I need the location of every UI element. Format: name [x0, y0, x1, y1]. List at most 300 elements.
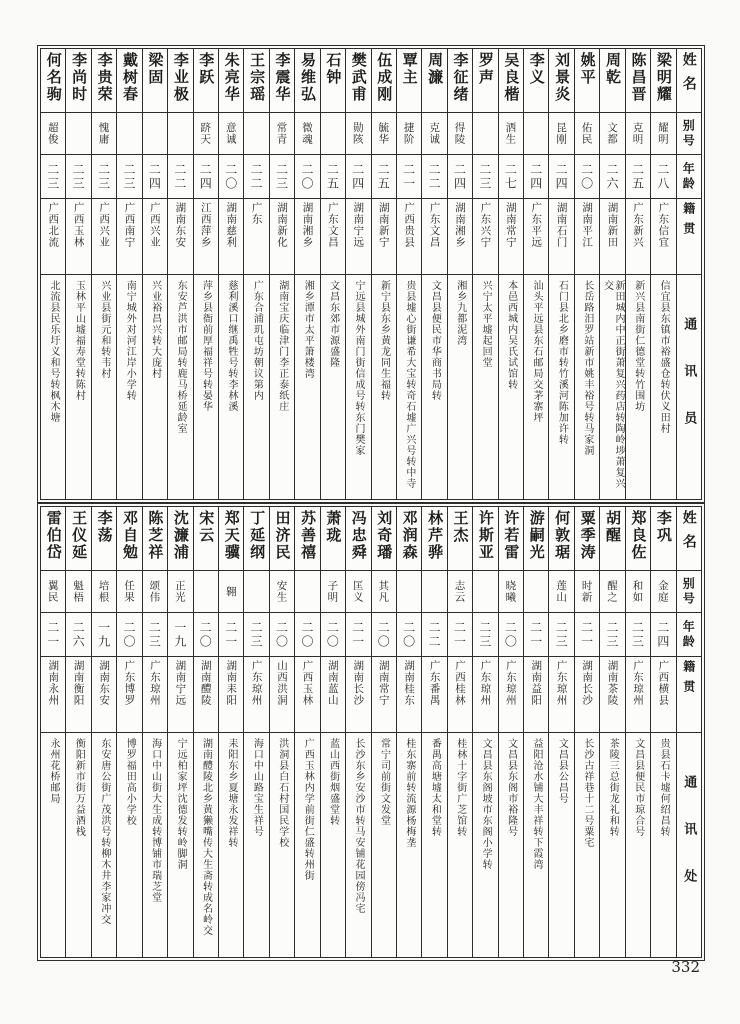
- entry-alias: [422, 113, 446, 155]
- entry-address: [295, 733, 319, 957]
- entry-alias-text: 莲山: [555, 580, 568, 603]
- entry-age-text: 二〇: [223, 162, 238, 191]
- entry-column: [321, 507, 346, 957]
- entry-address: [651, 733, 675, 957]
- entry-age: [600, 155, 624, 199]
- entry-column: [626, 49, 651, 499]
- entry-alias: [295, 571, 319, 613]
- entry-alias-text: 得陵: [453, 122, 466, 145]
- entry-age: [219, 155, 243, 199]
- entry-column: [295, 507, 320, 957]
- entry-age-text: 二一: [350, 620, 365, 649]
- entry-native-text: 湖南东安: [174, 202, 187, 248]
- entry-address-text: 长沙东乡安沙市转马安铺花园傍冯宅: [353, 738, 365, 914]
- entry-alias: [524, 571, 548, 613]
- entry-column: [117, 507, 142, 957]
- entry-age-text: 一九: [172, 620, 187, 649]
- entry-name: [626, 507, 650, 571]
- entry-alias-text: 志云: [453, 580, 466, 603]
- entry-column: [549, 49, 574, 499]
- entry-age: [549, 613, 573, 657]
- entry-alias: [626, 571, 650, 613]
- entry-native: [219, 657, 243, 733]
- entry-age: [270, 155, 294, 199]
- entry-native-text: 湖南桂东: [403, 660, 416, 706]
- entry-name: [473, 507, 497, 571]
- entry-alias-text: 金庭: [656, 580, 669, 603]
- entry-address: [575, 275, 599, 499]
- entry-address: [549, 275, 573, 499]
- entry-alias-text: 颂伟: [148, 580, 161, 603]
- entry-address-text: 湖南醴陵北乡黄獭嘴传大生斋转成名岭交: [200, 738, 212, 936]
- entry-address: [448, 733, 472, 957]
- entry-address: [66, 733, 90, 957]
- entry-name: [372, 507, 396, 571]
- entry-native-text: 湖南湘乡: [301, 202, 314, 248]
- entry-native-text: 广东琼州: [555, 660, 568, 706]
- entry-name-text: 石钟: [324, 52, 343, 86]
- entry-alias: [422, 571, 446, 613]
- entry-age-text: 二四: [147, 162, 162, 191]
- entry-column: [422, 49, 447, 499]
- entry-name-text: 朱亮华: [222, 52, 241, 103]
- entry-alias-text: 培根: [97, 580, 110, 603]
- entry-age-text: 二二: [427, 620, 442, 649]
- entry-address: [448, 275, 472, 499]
- entry-name: [524, 49, 548, 113]
- entry-column: [499, 49, 524, 499]
- entry-age-text: 二〇: [299, 620, 314, 649]
- entry-address: [372, 275, 396, 499]
- column-header-name: [677, 507, 701, 571]
- entry-address-text: 本邑西城内吴氏试馆转: [505, 280, 517, 390]
- entry-address-text: 文昌县公昌号: [556, 738, 568, 804]
- column-header-alias: [677, 571, 701, 613]
- entry-alias: [92, 571, 116, 613]
- entry-column: [473, 49, 498, 499]
- entry-address-text: 湘乡九都泥湾: [454, 280, 466, 346]
- entry-address-text: 广西玉林内学前街仁盛转州街: [302, 738, 314, 881]
- entry-age-text: 二二: [427, 162, 442, 191]
- column-header-age: [677, 613, 701, 657]
- entry-name: [549, 507, 573, 571]
- entry-address: [524, 275, 548, 499]
- entry-name: [219, 49, 243, 113]
- entry-address: [92, 733, 116, 957]
- entry-age-text: 二一: [452, 620, 467, 649]
- entry-native: [575, 657, 599, 733]
- entry-name: [499, 49, 523, 113]
- entry-column: [549, 507, 574, 957]
- entry-address-text: 萍乡县衙前厚福祥号转晏华: [200, 280, 212, 412]
- entry-name: [168, 49, 192, 113]
- entry-column: [575, 507, 600, 957]
- entry-name: [41, 49, 65, 113]
- entry-name: [244, 49, 268, 113]
- entry-address-text: 桂东寨前转流源杨梅垄: [403, 738, 415, 848]
- entry-address: [651, 275, 675, 499]
- entry-column: [473, 507, 498, 957]
- entry-native-text: 广东: [250, 202, 263, 225]
- entry-alias: [575, 571, 599, 613]
- entry-native-text: 广东兴宁: [479, 202, 492, 248]
- entry-name-text: 陈昌晋: [629, 52, 648, 103]
- entry-address: [346, 275, 370, 499]
- entry-native: [321, 199, 345, 275]
- entry-alias-text: 其凡: [377, 580, 390, 603]
- entry-alias-text: 安生: [275, 580, 288, 603]
- entry-age-text: 二四: [198, 162, 213, 191]
- entry-age: [244, 155, 268, 199]
- entry-age: [422, 613, 446, 657]
- entry-column: [168, 507, 193, 957]
- entry-age-text: 二三: [122, 162, 136, 191]
- entry-alias: [448, 113, 472, 155]
- entry-alias: [651, 113, 675, 155]
- column-header-native: [677, 199, 701, 275]
- entry-alias: [626, 113, 650, 155]
- entry-age: [448, 155, 472, 199]
- entry-name-text: 刘奇璠: [375, 510, 394, 561]
- entry-name: [651, 507, 675, 571]
- entry-alias-text: 佑民: [580, 122, 593, 145]
- entry-alias: [321, 113, 345, 155]
- entry-address-text: 文昌县东阁市裕隆号: [505, 738, 517, 837]
- entry-alias-text: 任果: [123, 580, 135, 603]
- entry-address: [600, 733, 624, 957]
- entry-column: [524, 49, 549, 499]
- entry-age: [117, 155, 141, 199]
- entry-name: [600, 49, 624, 113]
- entry-native-text: 湖南新宁: [377, 202, 390, 248]
- entry-column: [448, 507, 473, 957]
- entry-alias-text: 毓华: [377, 122, 390, 145]
- entry-age: [549, 155, 573, 199]
- entry-age: [346, 155, 370, 199]
- entry-age: [575, 155, 599, 199]
- entry-address-text: 新田城内中正街萧复兴药店转陶岭埗萧复兴交: [601, 280, 625, 489]
- entry-age-text: 二一: [45, 620, 60, 649]
- entry-address-text: 湖南宝庆临津门李正泰纸庄: [276, 280, 288, 412]
- entry-name-text: 王仪延: [70, 510, 89, 561]
- entry-alias-text: 时新: [580, 580, 593, 603]
- entry-native: [448, 657, 472, 733]
- entry-age-text: 二三: [554, 620, 569, 649]
- header-column: [677, 507, 701, 957]
- entry-name: [448, 507, 472, 571]
- entry-column: [143, 507, 168, 957]
- entry-age: [295, 613, 319, 657]
- entry-name: [626, 49, 650, 113]
- entry-column: [372, 49, 397, 499]
- entry-address: [549, 733, 573, 957]
- entry-address-text: 广东合浦玑屯坊朝议第内: [251, 280, 263, 401]
- entry-native: [346, 657, 370, 733]
- entry-age: [524, 613, 548, 657]
- entry-column: [600, 49, 625, 499]
- entry-address: [117, 275, 141, 499]
- entry-native-text: 湖南新田: [606, 202, 619, 248]
- entry-address: [422, 733, 446, 957]
- entry-alias: [524, 113, 548, 155]
- entry-address: [524, 733, 548, 957]
- entry-native-text: 广东信宜: [657, 202, 670, 248]
- entry-age: [321, 613, 345, 657]
- entry-alias-text: 常青: [275, 122, 288, 145]
- entry-age-text: 二〇: [122, 620, 136, 649]
- directory-table-top: [40, 48, 702, 500]
- entry-alias: [41, 571, 65, 613]
- entry-address: [626, 275, 650, 499]
- entry-address: [270, 275, 294, 499]
- entry-column: [651, 49, 676, 499]
- column-header-address-text: 通讯员: [681, 316, 697, 458]
- entry-native-text: 湖南茶陵: [606, 660, 619, 706]
- entry-name-text: 萧珑: [324, 510, 343, 544]
- entry-name-text: 罗声: [476, 52, 495, 86]
- entry-native: [270, 199, 294, 275]
- entry-native-text: 湖南常宁: [377, 660, 390, 706]
- entry-age: [168, 155, 192, 199]
- entry-column: [168, 49, 193, 499]
- entry-column: [372, 507, 397, 957]
- entry-age: [321, 155, 345, 199]
- entry-native-text: 广东琼州: [479, 660, 492, 706]
- entry-address-text: 贵县墟心街谦希大宝转奇石墟广兴号转中寺: [403, 280, 415, 489]
- entry-column: [499, 507, 524, 957]
- entry-age-text: 二〇: [325, 620, 340, 649]
- entry-name-text: 宋云: [197, 510, 216, 544]
- entry-address-text: 宁远柏家坪沈德发转岭脚洞: [175, 738, 187, 870]
- entry-alias-text: 愧庸: [97, 122, 110, 145]
- entry-native: [372, 199, 396, 275]
- entry-name: [194, 507, 218, 571]
- entry-alias: [244, 113, 268, 155]
- entry-column: [41, 507, 66, 957]
- entry-native-text: 广东琼州: [631, 660, 644, 706]
- entry-age-text: 二五: [630, 162, 645, 191]
- entry-alias: [219, 571, 243, 613]
- entry-alias: [372, 571, 396, 613]
- entry-native: [473, 657, 497, 733]
- entry-name-text: 李巩: [654, 510, 673, 544]
- entry-alias: [600, 113, 624, 155]
- entry-native-text: 广西横县: [657, 660, 670, 706]
- entry-address: [219, 275, 243, 499]
- entry-address: [499, 275, 523, 499]
- entry-age: [600, 613, 624, 657]
- entry-age-text: 二四: [554, 162, 569, 191]
- entry-name-text: 李业极: [171, 52, 190, 103]
- entry-alias-text: 超俊: [46, 122, 59, 145]
- entry-alias: [549, 571, 573, 613]
- entry-name-text: 胡醒: [604, 510, 623, 544]
- entry-age: [41, 155, 65, 199]
- entry-alias: [270, 571, 294, 613]
- entry-address: [194, 733, 218, 957]
- entry-native: [448, 199, 472, 275]
- entry-age: [219, 613, 243, 657]
- entry-address-text: 桂林十字街广芝馆转: [454, 738, 466, 837]
- entry-name-text: 李荡: [95, 510, 114, 544]
- entry-native-text: 广东平远: [530, 202, 543, 248]
- entry-native-text: 广西兴业: [148, 202, 161, 248]
- entry-native-text: 广东博罗: [123, 660, 136, 706]
- entry-native: [194, 657, 218, 733]
- entry-native: [194, 199, 218, 275]
- column-header-native: [677, 657, 701, 733]
- entry-age-text: 二三: [274, 162, 289, 191]
- entry-native: [295, 199, 319, 275]
- column-header-age-text: 年龄: [681, 161, 696, 192]
- entry-alias-text: 文都: [606, 122, 619, 145]
- column-header-address: [677, 275, 701, 499]
- column-header-name-text: 姓名: [680, 52, 697, 100]
- entry-column: [244, 507, 269, 957]
- entry-alias-text: 意诚: [224, 122, 237, 145]
- entry-age-text: 二二: [249, 162, 264, 191]
- entry-native: [524, 199, 548, 275]
- column-header-alias-text: 别号: [681, 118, 696, 149]
- entry-alias-text: 耀明: [656, 122, 669, 145]
- entry-native-text: 湖南湘乡: [453, 202, 466, 248]
- entry-alias-text: 微魂: [300, 122, 313, 145]
- entry-native-text: 湖南长沙: [581, 660, 594, 706]
- entry-native-text: 湖南醴陵: [199, 660, 212, 706]
- entry-column: [143, 49, 168, 499]
- entry-native: [143, 657, 167, 733]
- entry-name: [41, 507, 65, 571]
- entry-name: [270, 49, 294, 113]
- entry-column: [321, 49, 346, 499]
- entry-native: [66, 199, 90, 275]
- entry-age: [295, 155, 319, 199]
- entry-address-text: 文昌东郊市源盛隆: [327, 280, 339, 368]
- entry-name-text: 田济民: [273, 510, 292, 561]
- entry-native: [397, 199, 421, 275]
- entry-name-text: 丁延纲: [248, 510, 267, 561]
- entry-address-text: 宁远县城外南门街信成号转东门樊家: [353, 280, 365, 456]
- entry-alias-text: 昆刚: [555, 122, 568, 145]
- entry-name: [66, 507, 90, 571]
- entry-alias-text: 子明: [326, 580, 339, 603]
- entry-name-text: 王宗瑶: [248, 52, 267, 103]
- entry-name: [219, 507, 243, 571]
- entry-name-text: 苏善禧: [298, 510, 317, 561]
- entry-address-text: 湘乡潭市太平箫楼湾: [302, 280, 314, 379]
- entry-column: [270, 49, 295, 499]
- entry-age-text: 二三: [249, 620, 264, 649]
- entry-alias-text: 捷阶: [402, 122, 415, 145]
- entry-native-text: 广东文昌: [428, 202, 441, 248]
- entry-age-text: 二四: [528, 162, 543, 191]
- entry-native: [92, 199, 116, 275]
- entry-alias: [499, 113, 523, 155]
- entry-alias: [346, 113, 370, 155]
- entry-name: [422, 507, 446, 571]
- entry-native: [66, 657, 90, 733]
- entry-age: [143, 155, 167, 199]
- entry-alias: [473, 571, 497, 613]
- entry-native: [219, 199, 243, 275]
- entry-address: [41, 733, 65, 957]
- entry-native-text: 湖南益阳: [530, 660, 543, 706]
- entry-address: [473, 733, 497, 957]
- entry-age: [397, 155, 421, 199]
- entry-column: [397, 49, 422, 499]
- entry-name: [270, 507, 294, 571]
- entry-address-text: 玉林平山墟福寿堂转陈村: [73, 280, 85, 401]
- entry-address: [270, 733, 294, 957]
- entry-address-text: 文昌县便民市华商书局转: [429, 280, 441, 401]
- entry-age: [168, 613, 192, 657]
- entry-address-text: 汕头平远县东石邮局交茅寨坪: [531, 280, 542, 423]
- entry-alias-text: 洒生: [504, 122, 517, 145]
- entry-alias: [575, 113, 599, 155]
- entry-age-text: 二八: [655, 162, 670, 191]
- entry-native: [41, 199, 65, 275]
- entry-address: [117, 733, 141, 957]
- entry-address: [346, 733, 370, 957]
- entry-name-text: 邓自勉: [121, 510, 139, 561]
- entry-native-text: 广西玉林: [301, 660, 314, 706]
- entry-column: [600, 507, 625, 957]
- entry-alias-text: 匡义: [351, 580, 364, 603]
- entry-name-text: 刘景炎: [553, 52, 572, 103]
- entry-address-text: 长岳路汨罗站新市姚丰裕号转马家洞: [581, 280, 593, 456]
- entry-name: [397, 507, 421, 571]
- entry-name-text: 戴树春: [121, 52, 139, 103]
- entry-age: [499, 613, 523, 657]
- entry-age-text: 二〇: [503, 620, 518, 649]
- entry-name-text: 周乾: [604, 52, 623, 86]
- entry-age-text: 二三: [605, 620, 620, 649]
- entry-address: [397, 275, 421, 499]
- column-header-address: [677, 733, 701, 957]
- entry-name-text: 梁固: [146, 52, 165, 86]
- entry-alias-text: 克明: [631, 122, 644, 145]
- entry-name-text: 覃主: [400, 52, 419, 86]
- entry-address: [244, 275, 268, 499]
- entry-alias-text: 翼民: [46, 580, 59, 603]
- entry-native: [473, 199, 497, 275]
- entry-age-text: 二〇: [401, 620, 416, 649]
- entry-native-text: 湖南常宁: [504, 202, 517, 248]
- entry-address: [168, 733, 192, 957]
- entry-address-text: 兴业裕昌兴转大庞村: [149, 280, 161, 379]
- entry-name-text: 郑天骥: [222, 510, 241, 561]
- entry-address-text: 兴宁太平墟起回堂: [480, 280, 492, 368]
- entry-age: [422, 155, 446, 199]
- entry-native-text: 湖南慈利: [225, 202, 238, 248]
- entry-alias: [219, 113, 243, 155]
- entry-native-text: 湖南石门: [555, 202, 568, 248]
- entry-name-text: 姚平: [578, 52, 597, 86]
- entry-name-text: 李尚时: [70, 52, 89, 103]
- entry-native: [117, 199, 141, 275]
- entry-native: [575, 199, 599, 275]
- entry-age-text: 二三: [630, 620, 645, 649]
- entry-alias: [168, 113, 192, 155]
- entry-column: [626, 507, 651, 957]
- entry-native-text: 湖南新化: [276, 202, 289, 248]
- entry-name: [600, 507, 624, 571]
- entry-native-text: 湖南永州: [47, 660, 60, 706]
- entry-native-text: 山西洪洞: [276, 660, 289, 706]
- entry-age-text: 二三: [71, 162, 86, 191]
- entry-address: [143, 275, 167, 499]
- entry-age: [244, 613, 268, 657]
